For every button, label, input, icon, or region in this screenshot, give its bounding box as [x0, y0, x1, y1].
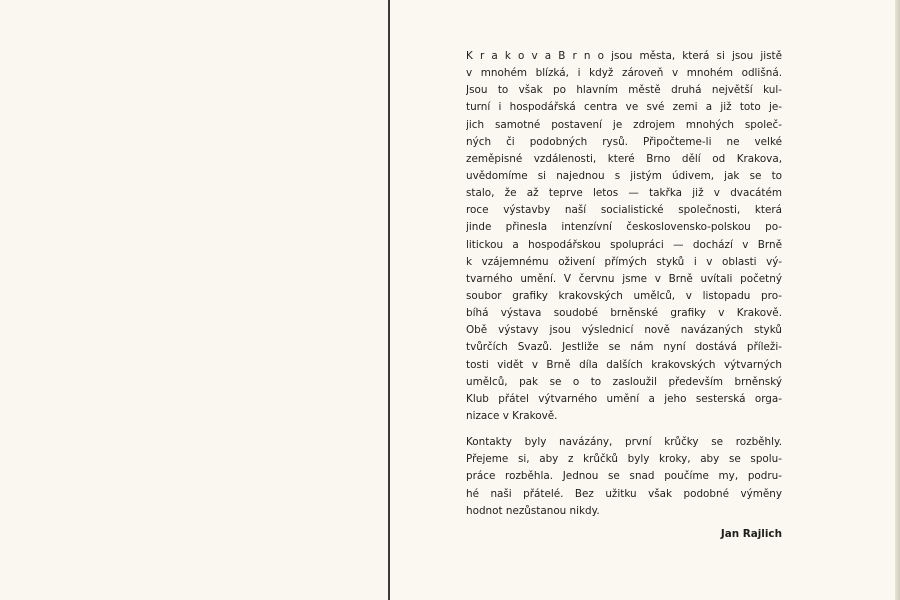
text-line: Kontakty byly navázány, první krůčky se rozběhly. [466, 436, 782, 449]
text-line: bíhá výstava soudobé brněnské grafiky v Krakově. [466, 307, 782, 320]
text-line: K r a k o v a B r n o jsou města, která si jsou jistě [466, 50, 782, 62]
paragraph-spacer [466, 425, 782, 434]
text-line: jich samotné postavení je zdrojem mnohých společ- [466, 118, 782, 131]
text-line: zeměpisné vzdálenosti, které Brno dělí od Krakova, [466, 152, 782, 165]
text-line: Obě výstavy jsou výslednicí nově navázaných styků [466, 324, 782, 337]
text-line: Přejeme si, aby z krůčků byly kroky, aby se spolu- [466, 453, 782, 466]
text-line: k vzájemnému oživení přímých styků i v oblasti vý- [466, 255, 782, 268]
text-line: hé naši přátelé. Bez užitku však podobné výměny [466, 487, 782, 500]
text-line: tvůrčích Svazů. Jestliže se nám nyní dostává příleži- [466, 341, 782, 354]
text-line: hodnot nezůstanou nikdy. [466, 504, 600, 517]
text-line: Jsou to však po hlavním městě druhá největší kul- [466, 84, 782, 97]
text-line: umělců, pak se o to zasloužil především brněnský [466, 375, 782, 388]
text-line: Klub přátel výtvarného umění a jeho sesterská orga- [466, 392, 782, 405]
article-text [466, 48, 782, 543]
text-line: litickou a hospodářskou spolupráci — dochází v Brně [466, 238, 782, 251]
text-line: práce rozběhla. Jednou se snad poučíme my, podru- [466, 470, 782, 483]
paragraph-2 [466, 434, 782, 520]
text-line: nizace v Krakově. [466, 409, 558, 422]
page-edge-shadow [895, 0, 900, 600]
text-line: stalo, že až teprve letos — takřka již v dvacátém [466, 187, 782, 200]
text-line: soubor grafiky krakovských umělců, v listopadu pro- [466, 289, 782, 302]
paragraph-1 [466, 48, 782, 425]
text-line: tvarného umění. V červnu jsme v Brně uvítali početný [466, 272, 782, 285]
text-line: tosti vidět v Brně díla dalších krakovských výtvarných [466, 358, 782, 371]
text-line: roce výstavby naší socialistické společnosti, která [466, 204, 782, 217]
text-line: jinde přinesla intenzívní československo-polskou po- [466, 221, 782, 234]
text-line: uvědomíme si najednou s jistým údivem, jak se to [466, 169, 782, 182]
text-line: ných či podobných rysů. Připočteme-li ne velké [466, 135, 782, 148]
left-page-blank [0, 0, 388, 600]
text-line: turní i hospodářská centra ve své zemi a již toto je- [466, 101, 782, 114]
text-line: v mnohém blízká, i když zároveň v mnohém odlišná. [466, 67, 782, 80]
author-signature: Jan Rajlich [720, 527, 782, 540]
